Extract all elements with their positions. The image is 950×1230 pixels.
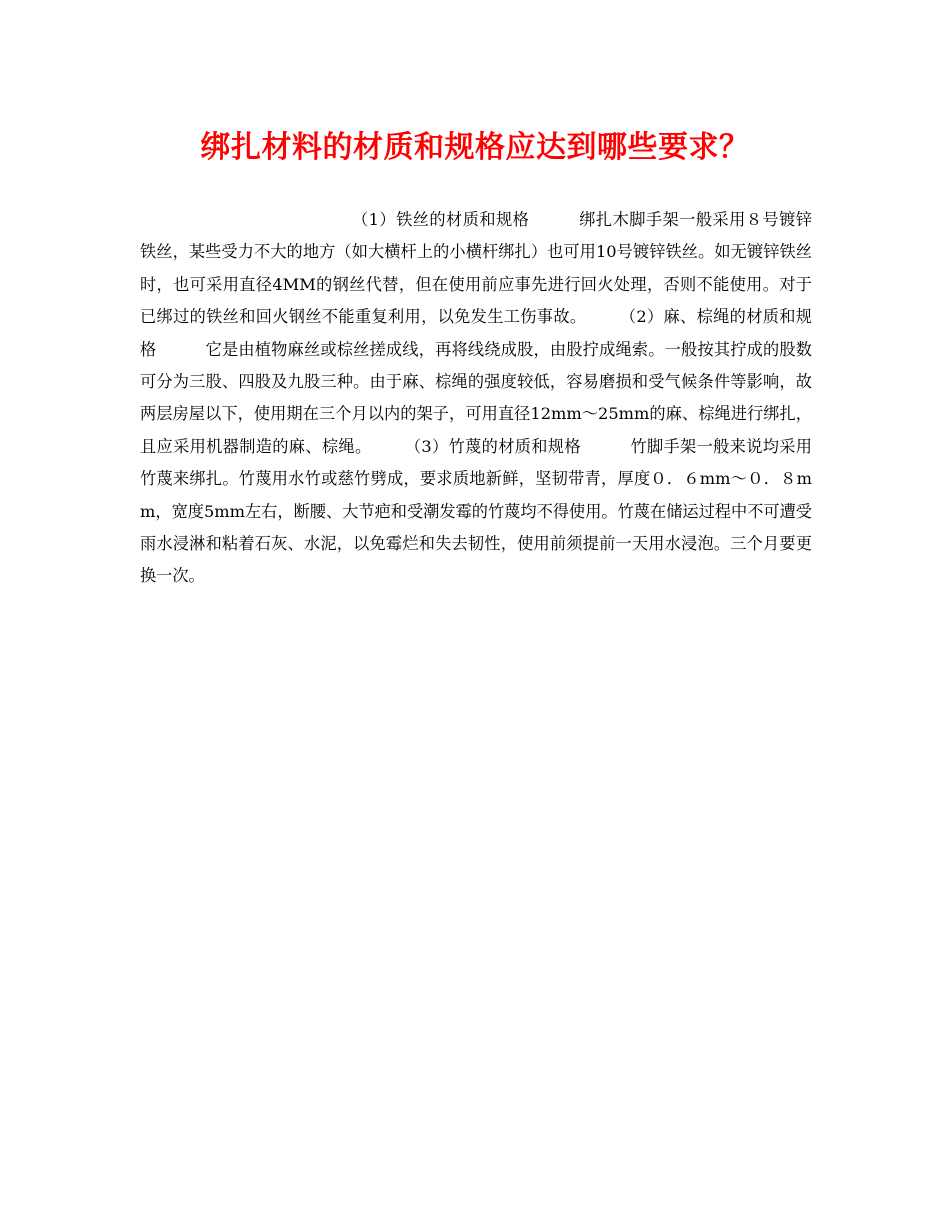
document-title: 绑扎材料的材质和规格应达到哪些要求？	[200, 130, 750, 165]
document-body: （1）铁丝的材质和规格 绑扎木脚手架一般采用８号镀锌铁丝，某些受力不大的地方（如大横杆上的小横杆绑扎）也可用10号镀锌铁丝。如无镀锌铁丝时，也可采用直径4MM的钢丝代替，但在使用前应事先进行回火处理，否则不能使用。对于已绑过的铁丝和回火钢丝不能重复利用，以免发生工伤事故。 （2）麻、棕绳的材质和规格 它是由植物麻丝或棕丝搓成线，再将线绕成股，由股拧成绳索。一般按其拧成的股数可分为三股、四股及九股三种。由于麻、棕绳的强度较低，容易磨损和受气候条件等影响，故两层房屋以下，使用期在三个月以内的架子，可用直径12mm～25mm的麻、棕绳进行绑扎，且应采用机器制造的麻、棕绳。 （3）竹蔑的材质和规格 竹脚手架一般来说均采用竹蔑来绑扎。竹蔑用水竹或慈竹劈成，要求质地新鲜，坚韧带青，厚度０．６mm～０．８mm，宽度5mm左右，断腰、大节疤和受潮发霉的竹蔑均不得使用。竹蔑在储运过程中不可遭受雨水浸淋和粘着石灰、水泥，以免霉烂和失去韧性，使用前须提前一天用水浸泡。三个月要更换一次。	[140, 210, 812, 586]
